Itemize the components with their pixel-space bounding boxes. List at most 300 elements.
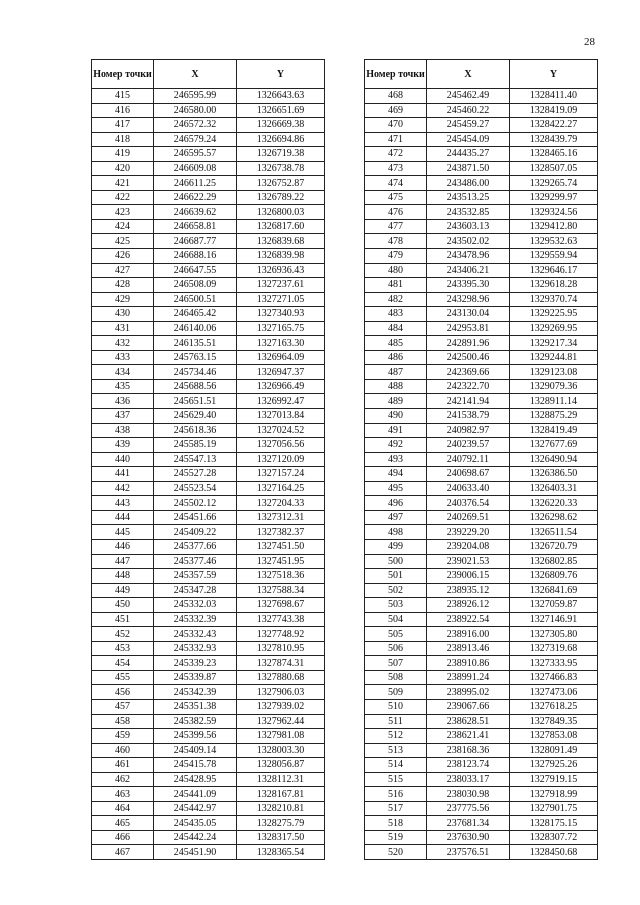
point-number-cell: 453 (92, 641, 154, 656)
table-row (365, 656, 598, 671)
y-coordinate-cell: 1329618.28 (510, 278, 598, 293)
y-coordinate-cell: 1328422.27 (510, 118, 598, 133)
point-number-cell: 483 (365, 307, 427, 322)
point-number-cell: 461 (92, 758, 154, 773)
y-coordinate-cell: 1329265.74 (510, 176, 598, 191)
table-row (92, 394, 325, 409)
point-number-cell: 457 (92, 699, 154, 714)
point-number-cell: 441 (92, 467, 154, 482)
y-coordinate-cell: 1327305.80 (510, 627, 598, 642)
page-number: 28 (584, 36, 595, 48)
table-row (365, 612, 598, 627)
x-coordinate-cell: 246508.09 (154, 278, 237, 293)
x-coordinate-cell: 242500.46 (427, 350, 510, 365)
table-row (365, 103, 598, 118)
point-number-cell: 502 (365, 583, 427, 598)
table-row (365, 598, 598, 613)
point-number-cell: 452 (92, 627, 154, 642)
y-coordinate-cell: 1326841.69 (510, 583, 598, 598)
table-row (92, 583, 325, 598)
y-coordinate-cell: 1329217.34 (510, 336, 598, 351)
point-number-cell: 470 (365, 118, 427, 133)
table-row (92, 409, 325, 424)
header-x: X (154, 60, 237, 89)
y-coordinate-cell: 1327163.30 (237, 336, 325, 351)
y-coordinate-cell: 1328365.54 (237, 845, 325, 860)
table-row (365, 118, 598, 133)
y-coordinate-cell: 1328911.14 (510, 394, 598, 409)
table-row (92, 729, 325, 744)
y-coordinate-cell: 1327059.87 (510, 598, 598, 613)
y-coordinate-cell: 1327473.06 (510, 685, 598, 700)
x-coordinate-cell: 240239.57 (427, 438, 510, 453)
table-row (365, 234, 598, 249)
y-coordinate-cell: 1329646.17 (510, 263, 598, 278)
point-number-cell: 439 (92, 438, 154, 453)
table-row (365, 379, 598, 394)
x-coordinate-cell: 239204.08 (427, 539, 510, 554)
table-row (92, 554, 325, 569)
table-row (365, 307, 598, 322)
table-row (365, 641, 598, 656)
y-coordinate-cell: 1327939.02 (237, 699, 325, 714)
y-coordinate-cell: 1328317.50 (237, 830, 325, 845)
x-coordinate-cell: 246465.42 (154, 307, 237, 322)
point-number-cell: 495 (365, 481, 427, 496)
table-row (92, 598, 325, 613)
point-number-cell: 462 (92, 772, 154, 787)
table-row (92, 379, 325, 394)
y-coordinate-cell: 1326947.37 (237, 365, 325, 380)
y-coordinate-cell: 1327698.67 (237, 598, 325, 613)
x-coordinate-cell: 238926.12 (427, 598, 510, 613)
table-row (365, 525, 598, 540)
x-coordinate-cell: 243513.25 (427, 190, 510, 205)
table-row (92, 307, 325, 322)
point-number-cell: 431 (92, 321, 154, 336)
y-coordinate-cell: 1327451.95 (237, 554, 325, 569)
x-coordinate-cell: 239229.20 (427, 525, 510, 540)
x-coordinate-cell: 245332.93 (154, 641, 237, 656)
x-coordinate-cell: 243406.21 (427, 263, 510, 278)
table-row (92, 830, 325, 845)
y-coordinate-cell: 1327518.36 (237, 569, 325, 584)
y-coordinate-cell: 1328167.81 (237, 787, 325, 802)
point-number-cell: 429 (92, 292, 154, 307)
table-row (365, 365, 598, 380)
y-coordinate-cell: 1327382.37 (237, 525, 325, 540)
x-coordinate-cell: 240376.54 (427, 496, 510, 511)
table-row (92, 292, 325, 307)
y-coordinate-cell: 1326403.31 (510, 481, 598, 496)
x-coordinate-cell: 245332.43 (154, 627, 237, 642)
table-row (365, 627, 598, 642)
table-row (92, 350, 325, 365)
table-row (92, 510, 325, 525)
point-number-cell: 430 (92, 307, 154, 322)
table-row (92, 161, 325, 176)
y-coordinate-cell: 1326220.33 (510, 496, 598, 511)
x-coordinate-cell: 245409.22 (154, 525, 237, 540)
x-coordinate-cell: 244435.27 (427, 147, 510, 162)
point-number-cell: 489 (365, 394, 427, 409)
x-coordinate-cell: 237576.51 (427, 845, 510, 860)
x-coordinate-cell: 243871.50 (427, 161, 510, 176)
y-coordinate-cell: 1326809.76 (510, 569, 598, 584)
table-row (365, 685, 598, 700)
x-coordinate-cell: 245442.97 (154, 801, 237, 816)
x-coordinate-cell: 245357.59 (154, 569, 237, 584)
y-coordinate-cell: 1328056.87 (237, 758, 325, 773)
point-number-cell: 433 (92, 350, 154, 365)
point-number-cell: 424 (92, 219, 154, 234)
table-row (365, 438, 598, 453)
y-coordinate-cell: 1329324.56 (510, 205, 598, 220)
point-number-cell: 427 (92, 263, 154, 278)
x-coordinate-cell: 245382.59 (154, 714, 237, 729)
table-row (365, 292, 598, 307)
table-row (92, 801, 325, 816)
x-coordinate-cell: 245415.78 (154, 758, 237, 773)
x-coordinate-cell: 245547.13 (154, 452, 237, 467)
table-row (365, 176, 598, 191)
table-row (92, 452, 325, 467)
point-number-cell: 486 (365, 350, 427, 365)
x-coordinate-cell: 245435.05 (154, 816, 237, 831)
point-number-cell: 416 (92, 103, 154, 118)
point-number-cell: 501 (365, 569, 427, 584)
table-row (92, 481, 325, 496)
x-coordinate-cell: 238922.54 (427, 612, 510, 627)
point-number-cell: 423 (92, 205, 154, 220)
table-row (365, 496, 598, 511)
point-number-cell: 464 (92, 801, 154, 816)
y-coordinate-cell: 1328210.81 (237, 801, 325, 816)
table-row (365, 772, 598, 787)
y-coordinate-cell: 1327271.05 (237, 292, 325, 307)
y-coordinate-cell: 1327588.34 (237, 583, 325, 598)
x-coordinate-cell: 245451.66 (154, 510, 237, 525)
table-row (92, 467, 325, 482)
y-coordinate-cell: 1327925.26 (510, 758, 598, 773)
point-number-cell: 440 (92, 452, 154, 467)
table-header-row (92, 60, 325, 89)
y-coordinate-cell: 1327466.83 (510, 670, 598, 685)
table-row (92, 772, 325, 787)
x-coordinate-cell: 237681.34 (427, 816, 510, 831)
point-number-cell: 496 (365, 496, 427, 511)
y-coordinate-cell: 1327146.91 (510, 612, 598, 627)
table-row (92, 627, 325, 642)
point-number-cell: 444 (92, 510, 154, 525)
x-coordinate-cell: 238123.74 (427, 758, 510, 773)
y-coordinate-cell: 1328091.49 (510, 743, 598, 758)
x-coordinate-cell: 245734.46 (154, 365, 237, 380)
point-number-cell: 418 (92, 132, 154, 147)
y-coordinate-cell: 1327312.31 (237, 510, 325, 525)
y-coordinate-cell: 1326738.78 (237, 161, 325, 176)
table-row (92, 234, 325, 249)
y-coordinate-cell: 1328419.49 (510, 423, 598, 438)
table-row (365, 219, 598, 234)
x-coordinate-cell: 238033.17 (427, 772, 510, 787)
point-number-cell: 484 (365, 321, 427, 336)
point-number-cell: 447 (92, 554, 154, 569)
point-number-cell: 415 (92, 89, 154, 104)
point-number-cell: 435 (92, 379, 154, 394)
y-coordinate-cell: 1327874.31 (237, 656, 325, 671)
table-row (92, 190, 325, 205)
x-coordinate-cell: 241538.79 (427, 409, 510, 424)
table-row (365, 336, 598, 351)
table-row (92, 743, 325, 758)
y-coordinate-cell: 1327204.33 (237, 496, 325, 511)
point-number-cell: 437 (92, 409, 154, 424)
x-coordinate-cell: 246500.51 (154, 292, 237, 307)
x-coordinate-cell: 246572.32 (154, 118, 237, 133)
y-coordinate-cell: 1326789.22 (237, 190, 325, 205)
point-number-cell: 460 (92, 743, 154, 758)
table-row (365, 758, 598, 773)
point-number-cell: 465 (92, 816, 154, 831)
x-coordinate-cell: 246595.99 (154, 89, 237, 104)
point-number-cell: 518 (365, 816, 427, 831)
point-number-cell: 420 (92, 161, 154, 176)
x-coordinate-cell: 238991.24 (427, 670, 510, 685)
x-coordinate-cell: 245441.09 (154, 787, 237, 802)
x-coordinate-cell: 242369.66 (427, 365, 510, 380)
x-coordinate-cell: 238935.12 (427, 583, 510, 598)
table-row (365, 554, 598, 569)
header-x: X (427, 60, 510, 89)
point-number-cell: 428 (92, 278, 154, 293)
table-row (365, 190, 598, 205)
x-coordinate-cell: 238621.41 (427, 729, 510, 744)
x-coordinate-cell: 245442.24 (154, 830, 237, 845)
x-coordinate-cell: 243603.13 (427, 219, 510, 234)
point-number-cell: 514 (365, 758, 427, 773)
y-coordinate-cell: 1328507.05 (510, 161, 598, 176)
point-number-cell: 473 (365, 161, 427, 176)
table-row (92, 845, 325, 860)
point-number-cell: 445 (92, 525, 154, 540)
point-number-cell: 425 (92, 234, 154, 249)
x-coordinate-cell: 245459.27 (427, 118, 510, 133)
point-number-cell: 476 (365, 205, 427, 220)
x-coordinate-cell: 245629.40 (154, 409, 237, 424)
table-row (365, 132, 598, 147)
point-number-cell: 510 (365, 699, 427, 714)
y-coordinate-cell: 1329269.95 (510, 321, 598, 336)
point-number-cell: 422 (92, 190, 154, 205)
point-number-cell: 466 (92, 830, 154, 845)
y-coordinate-cell: 1326752.87 (237, 176, 325, 191)
y-coordinate-cell: 1326964.09 (237, 350, 325, 365)
table-row (365, 394, 598, 409)
x-coordinate-cell: 245585.19 (154, 438, 237, 453)
y-coordinate-cell: 1328450.68 (510, 845, 598, 860)
y-coordinate-cell: 1329412.80 (510, 219, 598, 234)
point-number-cell: 442 (92, 481, 154, 496)
point-number-cell: 472 (365, 147, 427, 162)
table-row (92, 758, 325, 773)
point-number-cell: 482 (365, 292, 427, 307)
y-coordinate-cell: 1326669.38 (237, 118, 325, 133)
y-coordinate-cell: 1327165.75 (237, 321, 325, 336)
x-coordinate-cell: 246609.08 (154, 161, 237, 176)
y-coordinate-cell: 1328307.72 (510, 830, 598, 845)
x-coordinate-cell: 245651.51 (154, 394, 237, 409)
point-number-cell: 477 (365, 219, 427, 234)
point-number-cell: 458 (92, 714, 154, 729)
x-coordinate-cell: 238913.46 (427, 641, 510, 656)
x-coordinate-cell: 245454.09 (427, 132, 510, 147)
table-row (365, 409, 598, 424)
x-coordinate-cell: 245688.56 (154, 379, 237, 394)
x-coordinate-cell: 242891.96 (427, 336, 510, 351)
point-number-cell: 456 (92, 685, 154, 700)
x-coordinate-cell: 238030.98 (427, 787, 510, 802)
x-coordinate-cell: 242141.94 (427, 394, 510, 409)
y-coordinate-cell: 1329299.97 (510, 190, 598, 205)
point-number-cell: 500 (365, 554, 427, 569)
table-row (92, 569, 325, 584)
x-coordinate-cell: 237775.56 (427, 801, 510, 816)
x-coordinate-cell: 243486.00 (427, 176, 510, 191)
point-number-cell: 481 (365, 278, 427, 293)
point-number-cell: 503 (365, 598, 427, 613)
table-row (92, 321, 325, 336)
point-number-cell: 463 (92, 787, 154, 802)
y-coordinate-cell: 1328003.30 (237, 743, 325, 758)
y-coordinate-cell: 1326966.49 (237, 379, 325, 394)
y-coordinate-cell: 1327319.68 (510, 641, 598, 656)
table-row (92, 670, 325, 685)
y-coordinate-cell: 1327849.35 (510, 714, 598, 729)
y-coordinate-cell: 1327743.38 (237, 612, 325, 627)
table-row (92, 714, 325, 729)
table-row (365, 321, 598, 336)
table-row (365, 263, 598, 278)
y-coordinate-cell: 1326694.86 (237, 132, 325, 147)
x-coordinate-cell: 245763.15 (154, 350, 237, 365)
x-coordinate-cell: 245460.22 (427, 103, 510, 118)
header-point-number: Номер точки (365, 60, 427, 89)
point-number-cell: 467 (92, 845, 154, 860)
y-coordinate-cell: 1327157.24 (237, 467, 325, 482)
table-row (365, 539, 598, 554)
x-coordinate-cell: 238628.51 (427, 714, 510, 729)
point-number-cell: 485 (365, 336, 427, 351)
y-coordinate-cell: 1328875.29 (510, 409, 598, 424)
table-row (92, 336, 325, 351)
point-number-cell: 513 (365, 743, 427, 758)
y-coordinate-cell: 1327810.95 (237, 641, 325, 656)
point-number-cell: 493 (365, 452, 427, 467)
table-row (365, 249, 598, 264)
point-number-cell: 492 (365, 438, 427, 453)
y-coordinate-cell: 1326511.54 (510, 525, 598, 540)
point-number-cell: 519 (365, 830, 427, 845)
x-coordinate-cell: 243298.96 (427, 292, 510, 307)
point-number-cell: 504 (365, 612, 427, 627)
table-row (365, 714, 598, 729)
y-coordinate-cell: 1326386.50 (510, 467, 598, 482)
table-row (365, 729, 598, 744)
point-number-cell: 487 (365, 365, 427, 380)
point-number-cell: 455 (92, 670, 154, 685)
point-number-cell: 449 (92, 583, 154, 598)
point-number-cell: 499 (365, 539, 427, 554)
table-row (92, 147, 325, 162)
x-coordinate-cell: 238916.00 (427, 627, 510, 642)
table-row (365, 89, 598, 104)
x-coordinate-cell: 245339.23 (154, 656, 237, 671)
table-row (92, 699, 325, 714)
point-number-cell: 469 (365, 103, 427, 118)
table-row (92, 205, 325, 220)
point-number-cell: 505 (365, 627, 427, 642)
table-row (365, 845, 598, 860)
x-coordinate-cell: 239021.53 (427, 554, 510, 569)
y-coordinate-cell: 1327919.15 (510, 772, 598, 787)
point-number-cell: 474 (365, 176, 427, 191)
x-coordinate-cell: 245332.03 (154, 598, 237, 613)
point-number-cell: 468 (365, 89, 427, 104)
y-coordinate-cell: 1326817.60 (237, 219, 325, 234)
y-coordinate-cell: 1327013.84 (237, 409, 325, 424)
x-coordinate-cell: 246688.16 (154, 249, 237, 264)
y-coordinate-cell: 1327164.25 (237, 481, 325, 496)
point-number-cell: 436 (92, 394, 154, 409)
y-coordinate-cell: 1329370.74 (510, 292, 598, 307)
point-number-cell: 417 (92, 118, 154, 133)
x-coordinate-cell: 245502.12 (154, 496, 237, 511)
table-row (92, 132, 325, 147)
table-row (92, 641, 325, 656)
point-number-cell: 434 (92, 365, 154, 380)
table-row (365, 583, 598, 598)
point-number-cell: 498 (365, 525, 427, 540)
point-number-cell: 497 (365, 510, 427, 525)
x-coordinate-cell: 246140.06 (154, 321, 237, 336)
y-coordinate-cell: 1327918.99 (510, 787, 598, 802)
table-row (365, 699, 598, 714)
y-coordinate-cell: 1327981.08 (237, 729, 325, 744)
x-coordinate-cell: 237630.90 (427, 830, 510, 845)
x-coordinate-cell: 246687.77 (154, 234, 237, 249)
y-coordinate-cell: 1326643.63 (237, 89, 325, 104)
table-row (365, 423, 598, 438)
point-number-cell: 515 (365, 772, 427, 787)
y-coordinate-cell: 1328439.79 (510, 132, 598, 147)
table-row (92, 525, 325, 540)
x-coordinate-cell: 245339.87 (154, 670, 237, 685)
y-coordinate-cell: 1328419.09 (510, 103, 598, 118)
y-coordinate-cell: 1329532.63 (510, 234, 598, 249)
x-coordinate-cell: 246579.24 (154, 132, 237, 147)
table-row (92, 263, 325, 278)
x-coordinate-cell: 243532.85 (427, 205, 510, 220)
point-number-cell: 512 (365, 729, 427, 744)
x-coordinate-cell: 246647.55 (154, 263, 237, 278)
point-number-cell: 446 (92, 539, 154, 554)
table-row (92, 103, 325, 118)
x-coordinate-cell: 242953.81 (427, 321, 510, 336)
y-coordinate-cell: 1327962.44 (237, 714, 325, 729)
point-number-cell: 421 (92, 176, 154, 191)
x-coordinate-cell: 243395.30 (427, 278, 510, 293)
